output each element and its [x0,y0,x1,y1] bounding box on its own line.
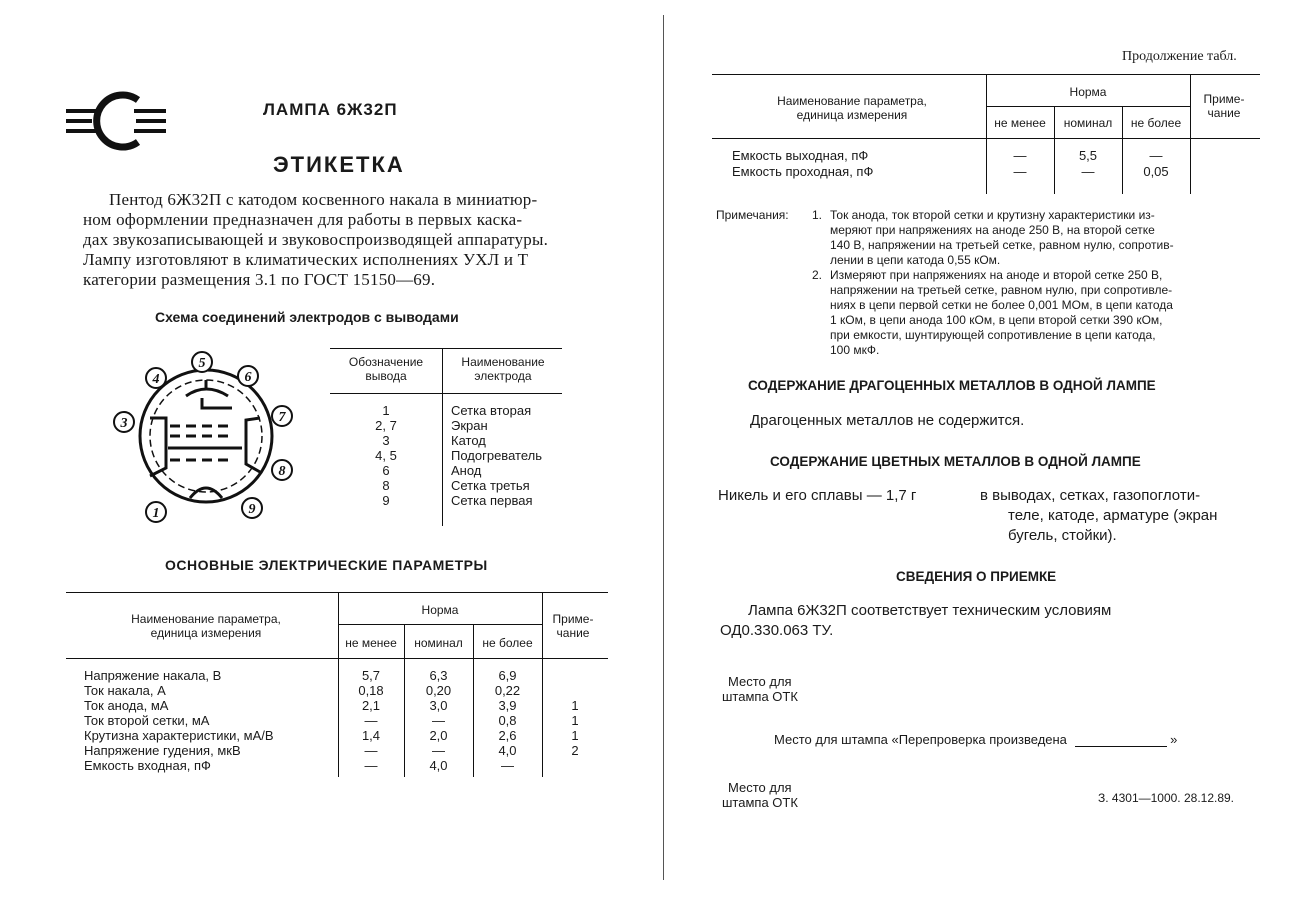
intro-line: Лампу изготовляют в климатических исполнениях УХЛ и Т [83,250,529,269]
label-heading: ЭТИКЕТКА [273,152,405,177]
note-line: меряют при напряжениях на аноде 250 В, на второй сетке [830,223,1155,237]
stamp-line: штампа ОТК [722,689,798,704]
precious-heading: СОДЕРЖАНИЕ ДРАГОЦЕННЫХ МЕТАЛЛОВ В ОДНОЙ ЛАМПЕ [748,378,1156,393]
precious-text: Драгоценных металлов не содержится. [750,412,1025,429]
pin-col-header: Обозначение вывода [348,355,424,383]
schema-heading: Схема соединений электродов с выводами [155,309,459,325]
pin-label: 5 [198,356,206,371]
norm-header: Норма [421,603,459,617]
colored-line: в выводах, сетках, газопоглоти- [980,487,1201,504]
note-line: напряжении на третьей сетке, равном нулю, при сопротивле- [830,283,1173,297]
stamp-otk-2 [722,780,798,810]
nom-header: номинал [1063,116,1113,130]
stamp-otk-1 [722,674,798,704]
intro-line: категории размещения 3.1 по ГОСТ 15150—69. [83,270,436,289]
pin-row: 6 Анод [382,463,482,478]
recheck-blank[interactable] [1075,746,1167,747]
note-number: 1. [812,208,823,222]
min-header: не менее [994,116,1046,130]
stamp-line: штампа ОТК [722,795,798,810]
param-row: Ток анода, мА 2,1 3,0 3,9 1 [84,698,579,713]
intro-line: ном оформлении предназначен для работы в первых каска- [83,210,523,229]
pin-label: 3 [120,416,128,431]
pin-label: 6 [244,370,252,385]
note-header: Приме-чание [552,612,594,640]
min-header: не менее [345,636,397,650]
pin-label: 1 [152,506,160,521]
param-row: Ток накала, А 0,18 0,20 0,22 [84,683,521,698]
param-row: Емкость выходная, пФ — 5,5 — [732,148,1163,163]
params-table [66,592,608,777]
note-line: при емкости, шунтирующей сопротивление в цепи катода, [830,328,1156,342]
lamp-title: ЛАМПА 6Ж32П [263,100,398,119]
acceptance-line: Лампа 6Ж32П соответствует техническим условиям [748,602,1112,619]
nom-header: номинал [414,636,463,650]
intro-line: дах звукозаписывающей и звуковоспроизводящей аппаратуры. [83,230,549,249]
pin-row: 4, 5 Подогреватель [375,448,542,463]
note-line: Ток анода, ток второй сетки и крутизну характеристики из- [830,208,1155,222]
pin-row: 2, 7 Экран [375,418,488,433]
factory-logo [62,86,170,156]
param-row: Напряжение накала, В 5,7 6,3 6,9 [84,668,517,683]
pin-row: 3 Катод [382,433,486,448]
colored-line: теле, катоде, арматуре (экран [1008,507,1218,524]
norm-header: Норма [1069,85,1107,99]
pinout-diagram [110,348,300,524]
pin-row: 1 Сетка вторая [382,403,532,418]
pin-row: 9 Сетка первая [382,493,533,508]
acceptance-text [720,601,1265,641]
footer-code: З. 4301—1000. 28.12.89. [1098,791,1235,805]
acceptance-heading: СВЕДЕНИЯ О ПРИЕМКЕ [896,569,1057,584]
electrode-col-header: Наименование электрода [461,355,545,383]
note-line: лении в цепи катода 0,55 кОм. [830,253,1001,267]
max-header: не более [1130,116,1182,130]
continuation-label: Продолжение табл. [1122,49,1237,64]
intro-paragraph [83,190,548,290]
colored-heading: СОДЕРЖАНИЕ ЦВЕТНЫХ МЕТАЛЛОВ В ОДНОЙ ЛАМПЕ [770,454,1141,469]
param-row: Емкость проходная, пФ — — 0,05 [732,164,1169,179]
note-line: Измеряют при напряжениях на аноде и второй сетке 250 В, [830,268,1163,282]
colored-lead: Никель и его сплавы — 1,7 г [718,487,917,504]
pin-label: 9 [248,502,256,517]
params-heading: ОСНОВНЫЕ ЭЛЕКТРИЧЕСКИЕ ПАРАМЕТРЫ [165,557,488,573]
param-row: Крутизна характеристики, мА/В 1,4 2,0 2,6 1 [84,728,579,743]
param-name-header: Наименование параметра, единица измерения [131,612,281,640]
continuation-table [712,74,1260,194]
note-line: 140 В, напряжении на третьей сетке, равном нулю, сопротив- [830,238,1174,252]
param-row: Напряжение гудения, мкВ — — 4,0 2 [84,743,579,758]
note-line: ниях в цепи первой сетки не более 0,001 МОм, в цепи катода [830,298,1173,312]
note-header: Приме-чание [1203,92,1245,120]
recheck-line [774,732,1177,747]
max-header: не более [482,636,533,650]
acceptance-line: ОД0.330.063 ТУ. [720,622,834,639]
pin-label: 8 [278,464,286,479]
recheck-label: Место для штампа «Перепроверка произведена [774,732,1067,747]
pin-label: 4 [152,372,160,387]
param-name-header: Наименование параметра, единица измерения [777,94,927,122]
note-line: 100 мкФ. [830,343,880,357]
note-line: 1 кОм, в цепи анода 100 кОм, в цепи второй сетки 390 кОм, [830,313,1163,327]
stamp-line: Место для [728,780,792,795]
page-divider [663,15,664,880]
recheck-quote: » [1170,732,1178,747]
notes-label: Примечания: [716,208,789,222]
param-row: Ток второй сетки, мА — — 0,8 1 [84,713,579,728]
intro-line: Пентод 6Ж32П с катодом косвенного накала в миниатюр- [109,190,538,209]
note-number: 2. [812,268,823,282]
pin-label: 7 [278,410,286,425]
colored-line: бугель, стойки). [1008,527,1117,544]
param-row: Емкость входная, пФ — 4,0 — [84,758,514,773]
pin-row: 8 Сетка третья [382,478,530,493]
stamp-line: Место для [728,674,792,689]
